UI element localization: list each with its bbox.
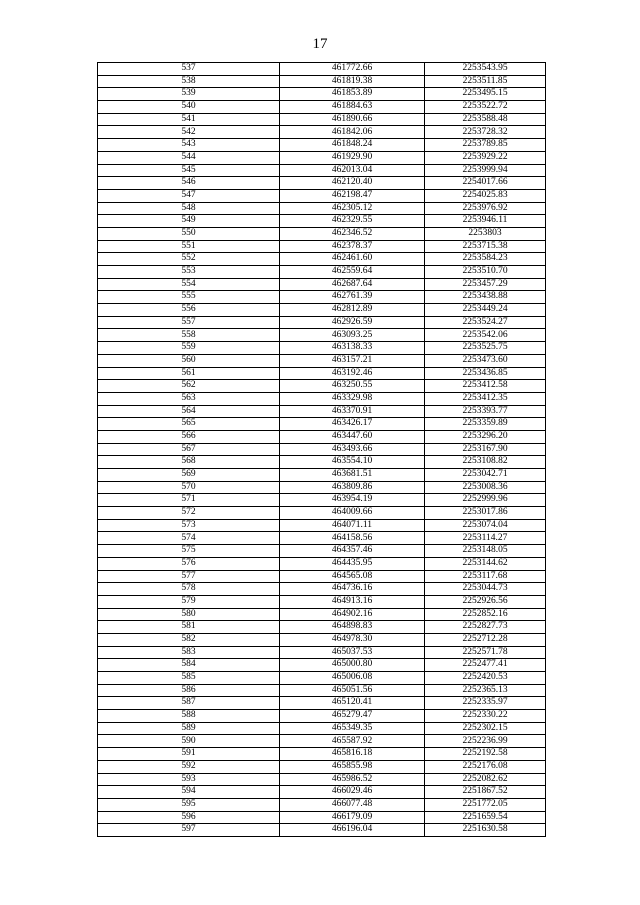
table-row bbox=[98, 354, 546, 367]
y-coordinate-cell: 2253438.88 bbox=[425, 291, 546, 304]
y-coordinate-cell: 2253510.70 bbox=[425, 266, 546, 279]
x-coordinate-cell: 463809.86 bbox=[280, 481, 425, 494]
point-number-cell: 551 bbox=[98, 240, 280, 253]
x-coordinate-cell: 461772.66 bbox=[280, 63, 425, 76]
point-number-cell: 590 bbox=[98, 735, 280, 748]
y-coordinate-cell: 2253393.77 bbox=[425, 405, 546, 418]
y-coordinate-cell: 2251867.52 bbox=[425, 786, 546, 799]
point-number-cell: 552 bbox=[98, 253, 280, 266]
point-number-cell: 571 bbox=[98, 494, 280, 507]
table-row bbox=[98, 545, 546, 558]
table-row bbox=[98, 215, 546, 228]
x-coordinate-cell: 465120.41 bbox=[280, 697, 425, 710]
x-coordinate-cell: 463192.46 bbox=[280, 367, 425, 380]
table-row bbox=[98, 75, 546, 88]
x-coordinate-cell: 463681.51 bbox=[280, 469, 425, 482]
y-coordinate-cell: 2253495.15 bbox=[425, 88, 546, 101]
y-coordinate-cell: 2253042.71 bbox=[425, 469, 546, 482]
y-coordinate-cell: 2253449.24 bbox=[425, 304, 546, 317]
point-number-cell: 578 bbox=[98, 583, 280, 596]
point-number-cell: 573 bbox=[98, 519, 280, 532]
point-number-cell: 556 bbox=[98, 304, 280, 317]
y-coordinate-cell: 2252999.96 bbox=[425, 494, 546, 507]
point-number-cell: 568 bbox=[98, 456, 280, 469]
point-number-cell: 595 bbox=[98, 798, 280, 811]
table-row bbox=[98, 278, 546, 291]
table-row bbox=[98, 710, 546, 723]
table-row bbox=[98, 786, 546, 799]
table-row bbox=[98, 633, 546, 646]
y-coordinate-cell: 2254017.66 bbox=[425, 177, 546, 190]
point-number-cell: 554 bbox=[98, 278, 280, 291]
y-coordinate-cell: 2253148.05 bbox=[425, 545, 546, 558]
table-row bbox=[98, 735, 546, 748]
y-coordinate-cell: 2252082.62 bbox=[425, 773, 546, 786]
point-number-cell: 580 bbox=[98, 608, 280, 621]
x-coordinate-cell: 463329.98 bbox=[280, 392, 425, 405]
x-coordinate-cell: 463554.10 bbox=[280, 456, 425, 469]
table-row bbox=[98, 418, 546, 431]
point-number-cell: 549 bbox=[98, 215, 280, 228]
point-number-cell: 543 bbox=[98, 139, 280, 152]
x-coordinate-cell: 463426.17 bbox=[280, 418, 425, 431]
point-number-cell: 566 bbox=[98, 430, 280, 443]
x-coordinate-cell: 465279.47 bbox=[280, 710, 425, 723]
point-number-cell: 547 bbox=[98, 189, 280, 202]
table-row bbox=[98, 608, 546, 621]
y-coordinate-cell: 2252335.97 bbox=[425, 697, 546, 710]
y-coordinate-cell: 2252330.22 bbox=[425, 710, 546, 723]
table-row bbox=[98, 469, 546, 482]
point-number-cell: 583 bbox=[98, 646, 280, 659]
table-row bbox=[98, 760, 546, 773]
point-number-cell: 575 bbox=[98, 545, 280, 558]
table-row bbox=[98, 392, 546, 405]
y-coordinate-cell: 2253436.85 bbox=[425, 367, 546, 380]
y-coordinate-cell: 2252712.28 bbox=[425, 633, 546, 646]
coordinates-table-body bbox=[98, 63, 546, 837]
point-number-cell: 537 bbox=[98, 63, 280, 76]
x-coordinate-cell: 465000.80 bbox=[280, 659, 425, 672]
y-coordinate-cell: 2252571.78 bbox=[425, 646, 546, 659]
y-coordinate-cell: 2252852.16 bbox=[425, 608, 546, 621]
table-row bbox=[98, 672, 546, 685]
x-coordinate-cell: 463370.91 bbox=[280, 405, 425, 418]
point-number-cell: 591 bbox=[98, 748, 280, 761]
x-coordinate-cell: 462559.64 bbox=[280, 266, 425, 279]
y-coordinate-cell: 2253359.89 bbox=[425, 418, 546, 431]
point-number-cell: 542 bbox=[98, 126, 280, 139]
y-coordinate-cell: 2253114.27 bbox=[425, 532, 546, 545]
x-coordinate-cell: 462329.55 bbox=[280, 215, 425, 228]
table-row bbox=[98, 101, 546, 114]
y-coordinate-cell: 2252827.73 bbox=[425, 621, 546, 634]
table-row bbox=[98, 811, 546, 824]
point-number-cell: 561 bbox=[98, 367, 280, 380]
y-coordinate-cell: 2253543.95 bbox=[425, 63, 546, 76]
y-coordinate-cell: 2253296.20 bbox=[425, 430, 546, 443]
x-coordinate-cell: 464978.30 bbox=[280, 633, 425, 646]
table-row bbox=[98, 430, 546, 443]
x-coordinate-cell: 463250.55 bbox=[280, 380, 425, 393]
y-coordinate-cell: 2253715.38 bbox=[425, 240, 546, 253]
y-coordinate-cell: 2251659.54 bbox=[425, 811, 546, 824]
y-coordinate-cell: 2253542.06 bbox=[425, 329, 546, 342]
x-coordinate-cell: 462305.12 bbox=[280, 202, 425, 215]
point-number-cell: 565 bbox=[98, 418, 280, 431]
y-coordinate-cell: 2253524.27 bbox=[425, 316, 546, 329]
y-coordinate-cell: 2253008.36 bbox=[425, 481, 546, 494]
point-number-cell: 593 bbox=[98, 773, 280, 786]
y-coordinate-cell: 2253789.85 bbox=[425, 139, 546, 152]
point-number-cell: 563 bbox=[98, 392, 280, 405]
y-coordinate-cell: 2253167.90 bbox=[425, 443, 546, 456]
point-number-cell: 541 bbox=[98, 113, 280, 126]
point-number-cell: 550 bbox=[98, 227, 280, 240]
x-coordinate-cell: 463157.21 bbox=[280, 354, 425, 367]
x-coordinate-cell: 464435.95 bbox=[280, 557, 425, 570]
y-coordinate-cell: 2253588.48 bbox=[425, 113, 546, 126]
x-coordinate-cell: 464158.56 bbox=[280, 532, 425, 545]
x-coordinate-cell: 463493.66 bbox=[280, 443, 425, 456]
point-number-cell: 538 bbox=[98, 75, 280, 88]
table-row bbox=[98, 367, 546, 380]
y-coordinate-cell: 2254025.83 bbox=[425, 189, 546, 202]
table-row bbox=[98, 659, 546, 672]
x-coordinate-cell: 466196.04 bbox=[280, 824, 425, 837]
y-coordinate-cell: 2252477.41 bbox=[425, 659, 546, 672]
table-row bbox=[98, 139, 546, 152]
point-number-cell: 562 bbox=[98, 380, 280, 393]
x-coordinate-cell: 462198.47 bbox=[280, 189, 425, 202]
point-number-cell: 539 bbox=[98, 88, 280, 101]
x-coordinate-cell: 461884.63 bbox=[280, 101, 425, 114]
y-coordinate-cell: 2252365.13 bbox=[425, 684, 546, 697]
x-coordinate-cell: 464009.66 bbox=[280, 507, 425, 520]
table-row bbox=[98, 63, 546, 76]
table-row bbox=[98, 113, 546, 126]
table-row bbox=[98, 570, 546, 583]
y-coordinate-cell: 2253803 bbox=[425, 227, 546, 240]
table-row bbox=[98, 291, 546, 304]
table-row bbox=[98, 164, 546, 177]
x-coordinate-cell: 461819.38 bbox=[280, 75, 425, 88]
y-coordinate-cell: 2253017.86 bbox=[425, 507, 546, 520]
x-coordinate-cell: 466029.46 bbox=[280, 786, 425, 799]
point-number-cell: 569 bbox=[98, 469, 280, 482]
table-row bbox=[98, 595, 546, 608]
x-coordinate-cell: 464357.46 bbox=[280, 545, 425, 558]
y-coordinate-cell: 2253522.72 bbox=[425, 101, 546, 114]
coordinates-table bbox=[97, 62, 546, 837]
point-number-cell: 540 bbox=[98, 101, 280, 114]
y-coordinate-cell: 2253999.94 bbox=[425, 164, 546, 177]
table-row bbox=[98, 621, 546, 634]
y-coordinate-cell: 2253108.82 bbox=[425, 456, 546, 469]
table-row bbox=[98, 151, 546, 164]
x-coordinate-cell: 463093.25 bbox=[280, 329, 425, 342]
x-coordinate-cell: 461929.90 bbox=[280, 151, 425, 164]
x-coordinate-cell: 464898.83 bbox=[280, 621, 425, 634]
table-row bbox=[98, 798, 546, 811]
y-coordinate-cell: 2253412.58 bbox=[425, 380, 546, 393]
point-number-cell: 572 bbox=[98, 507, 280, 520]
point-number-cell: 560 bbox=[98, 354, 280, 367]
x-coordinate-cell: 464736.16 bbox=[280, 583, 425, 596]
table-row bbox=[98, 405, 546, 418]
point-number-cell: 577 bbox=[98, 570, 280, 583]
point-number-cell: 555 bbox=[98, 291, 280, 304]
x-coordinate-cell: 465349.35 bbox=[280, 722, 425, 735]
x-coordinate-cell: 462378.37 bbox=[280, 240, 425, 253]
x-coordinate-cell: 462346.52 bbox=[280, 227, 425, 240]
table-row bbox=[98, 227, 546, 240]
table-row bbox=[98, 481, 546, 494]
point-number-cell: 588 bbox=[98, 710, 280, 723]
x-coordinate-cell: 463447.60 bbox=[280, 430, 425, 443]
y-coordinate-cell: 2253412.35 bbox=[425, 392, 546, 405]
x-coordinate-cell: 462761.39 bbox=[280, 291, 425, 304]
y-coordinate-cell: 2251772.05 bbox=[425, 798, 546, 811]
point-number-cell: 587 bbox=[98, 697, 280, 710]
table-row bbox=[98, 773, 546, 786]
table-row bbox=[98, 646, 546, 659]
x-coordinate-cell: 461848.24 bbox=[280, 139, 425, 152]
x-coordinate-cell: 461890.66 bbox=[280, 113, 425, 126]
y-coordinate-cell: 2251630.58 bbox=[425, 824, 546, 837]
table-row bbox=[98, 202, 546, 215]
table-row bbox=[98, 519, 546, 532]
y-coordinate-cell: 2252176.08 bbox=[425, 760, 546, 773]
point-number-cell: 553 bbox=[98, 266, 280, 279]
table-row bbox=[98, 126, 546, 139]
x-coordinate-cell: 462926.59 bbox=[280, 316, 425, 329]
y-coordinate-cell: 2253525.75 bbox=[425, 342, 546, 355]
x-coordinate-cell: 464071.11 bbox=[280, 519, 425, 532]
table-row bbox=[98, 253, 546, 266]
x-coordinate-cell: 462812.89 bbox=[280, 304, 425, 317]
point-number-cell: 570 bbox=[98, 481, 280, 494]
point-number-cell: 592 bbox=[98, 760, 280, 773]
table-row bbox=[98, 557, 546, 570]
point-number-cell: 594 bbox=[98, 786, 280, 799]
table-row bbox=[98, 507, 546, 520]
y-coordinate-cell: 2252926.56 bbox=[425, 595, 546, 608]
table-row bbox=[98, 88, 546, 101]
table-row bbox=[98, 684, 546, 697]
point-number-cell: 559 bbox=[98, 342, 280, 355]
point-number-cell: 581 bbox=[98, 621, 280, 634]
y-coordinate-cell: 2253976.92 bbox=[425, 202, 546, 215]
x-coordinate-cell: 465855.98 bbox=[280, 760, 425, 773]
x-coordinate-cell: 462461.60 bbox=[280, 253, 425, 266]
point-number-cell: 546 bbox=[98, 177, 280, 190]
table-row bbox=[98, 189, 546, 202]
y-coordinate-cell: 2252302.15 bbox=[425, 722, 546, 735]
y-coordinate-cell: 2252420.53 bbox=[425, 672, 546, 685]
y-coordinate-cell: 2253144.62 bbox=[425, 557, 546, 570]
table-row bbox=[98, 824, 546, 837]
y-coordinate-cell: 2253946.11 bbox=[425, 215, 546, 228]
point-number-cell: 589 bbox=[98, 722, 280, 735]
table-row bbox=[98, 748, 546, 761]
x-coordinate-cell: 465006.08 bbox=[280, 672, 425, 685]
point-number-cell: 576 bbox=[98, 557, 280, 570]
point-number-cell: 596 bbox=[98, 811, 280, 824]
table-row bbox=[98, 329, 546, 342]
y-coordinate-cell: 2253929.22 bbox=[425, 151, 546, 164]
point-number-cell: 585 bbox=[98, 672, 280, 685]
x-coordinate-cell: 463138.33 bbox=[280, 342, 425, 355]
y-coordinate-cell: 2253044.73 bbox=[425, 583, 546, 596]
x-coordinate-cell: 464902.16 bbox=[280, 608, 425, 621]
point-number-cell: 548 bbox=[98, 202, 280, 215]
x-coordinate-cell: 462120.40 bbox=[280, 177, 425, 190]
table-row bbox=[98, 456, 546, 469]
point-number-cell: 557 bbox=[98, 316, 280, 329]
point-number-cell: 544 bbox=[98, 151, 280, 164]
table-row bbox=[98, 532, 546, 545]
point-number-cell: 545 bbox=[98, 164, 280, 177]
point-number-cell: 558 bbox=[98, 329, 280, 342]
x-coordinate-cell: 466077.48 bbox=[280, 798, 425, 811]
table-row bbox=[98, 722, 546, 735]
x-coordinate-cell: 464913.16 bbox=[280, 595, 425, 608]
x-coordinate-cell: 462687.64 bbox=[280, 278, 425, 291]
table-row bbox=[98, 266, 546, 279]
x-coordinate-cell: 461842.06 bbox=[280, 126, 425, 139]
table-row bbox=[98, 583, 546, 596]
table-row bbox=[98, 494, 546, 507]
x-coordinate-cell: 464565.08 bbox=[280, 570, 425, 583]
x-coordinate-cell: 461853.89 bbox=[280, 88, 425, 101]
point-number-cell: 579 bbox=[98, 595, 280, 608]
table-row bbox=[98, 316, 546, 329]
point-number-cell: 574 bbox=[98, 532, 280, 545]
point-number-cell: 584 bbox=[98, 659, 280, 672]
x-coordinate-cell: 462013.04 bbox=[280, 164, 425, 177]
table-row bbox=[98, 177, 546, 190]
x-coordinate-cell: 465986.52 bbox=[280, 773, 425, 786]
x-coordinate-cell: 463954.19 bbox=[280, 494, 425, 507]
y-coordinate-cell: 2253584.23 bbox=[425, 253, 546, 266]
table-row bbox=[98, 240, 546, 253]
table-row bbox=[98, 697, 546, 710]
point-number-cell: 586 bbox=[98, 684, 280, 697]
point-number-cell: 567 bbox=[98, 443, 280, 456]
point-number-cell: 564 bbox=[98, 405, 280, 418]
point-number-cell: 597 bbox=[98, 824, 280, 837]
table-row bbox=[98, 443, 546, 456]
x-coordinate-cell: 465587.92 bbox=[280, 735, 425, 748]
y-coordinate-cell: 2253473.60 bbox=[425, 354, 546, 367]
y-coordinate-cell: 2252192.58 bbox=[425, 748, 546, 761]
y-coordinate-cell: 2253117.68 bbox=[425, 570, 546, 583]
y-coordinate-cell: 2253511.85 bbox=[425, 75, 546, 88]
y-coordinate-cell: 2252236.99 bbox=[425, 735, 546, 748]
point-number-cell: 582 bbox=[98, 633, 280, 646]
table-row bbox=[98, 342, 546, 355]
table-row bbox=[98, 304, 546, 317]
y-coordinate-cell: 2253457.29 bbox=[425, 278, 546, 291]
x-coordinate-cell: 465816.18 bbox=[280, 748, 425, 761]
x-coordinate-cell: 466179.09 bbox=[280, 811, 425, 824]
x-coordinate-cell: 465037.53 bbox=[280, 646, 425, 659]
table-row bbox=[98, 380, 546, 393]
x-coordinate-cell: 465051.56 bbox=[280, 684, 425, 697]
page-number: 17 bbox=[312, 36, 328, 52]
y-coordinate-cell: 2253074.04 bbox=[425, 519, 546, 532]
y-coordinate-cell: 2253728.32 bbox=[425, 126, 546, 139]
